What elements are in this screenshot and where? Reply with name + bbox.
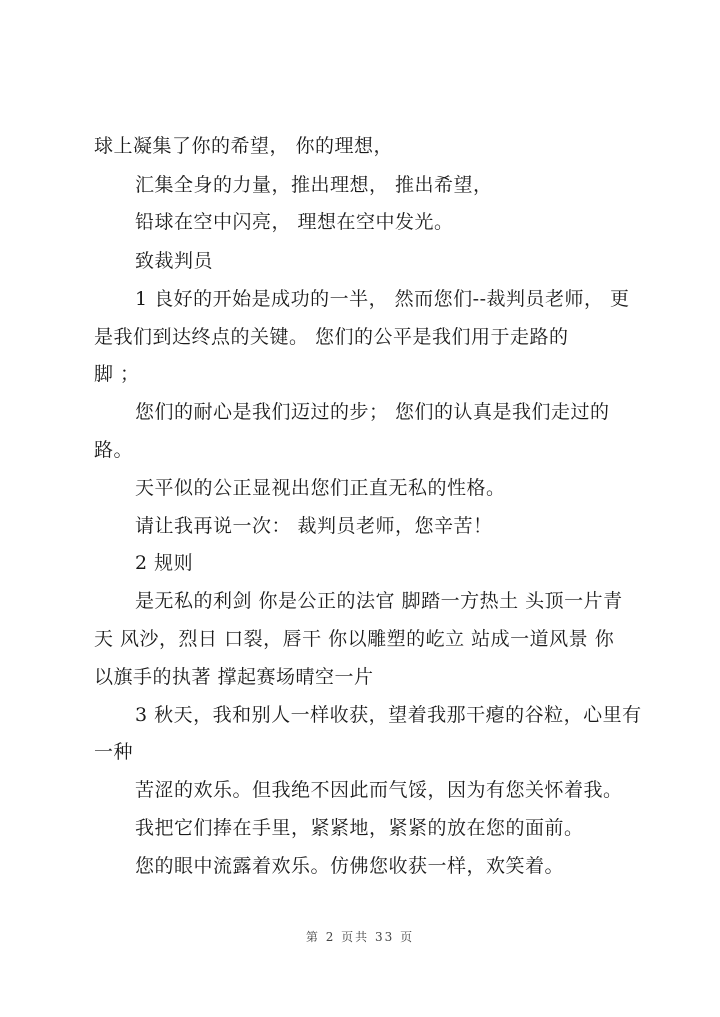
text-line-9: 路。 [94, 439, 134, 461]
text-line-8: 您们的耐心是我们迈过的步； 您们的认真是我们走过的 [135, 401, 610, 423]
text-line-18: 苦涩的欢乐。但我绝不因此而气馁，因为有您关怀着我。 [135, 779, 623, 801]
text-line-1: 球上凝集了你的希望， 你的理想， [94, 135, 394, 157]
text-line-3: 铅球在空中闪亮， 理想在空中发光。 [135, 211, 454, 233]
text-line-10: 天平似的公正显视出您们正直无私的性格。 [135, 477, 506, 499]
text-line-6: 是我们到达终点的关键。 您们的公平是我们用于走路的 [94, 326, 569, 348]
text-line-4: 致裁判员 [135, 250, 214, 272]
text-line-16: 3 秋天，我和别人一样收获，望着我那干瘪的谷粒，心里有 [135, 704, 642, 726]
text-line-5: 1 良好的开始是成功的一半， 然而您们--裁判员老师， 更 [135, 288, 630, 310]
text-line-17: 一种 [94, 741, 134, 763]
text-line-12: 2 规则 [135, 552, 194, 574]
page-number-footer: 第 2 页共 33 页 [305, 930, 415, 944]
text-line-15: 以旗手的执著 撑起赛场晴空一片 [94, 666, 374, 688]
text-line-14: 天 风沙，烈日 口裂，唇干 你以雕塑的屹立 站成一道风景 你 [94, 628, 615, 650]
text-line-20: 您的眼中流露着欢乐。仿佛您收获一样，欢笑着。 [135, 855, 565, 877]
text-line-7: 脚 ； [94, 363, 140, 385]
text-line-2: 汇集全身的力量，推出理想， 推出希望， [135, 174, 493, 196]
text-line-11: 请让我再说一次： 裁判员老师，您辛苦！ [135, 515, 493, 537]
text-line-13: 是无私的利剑 你是公正的法官 脚踏一方热土 头顶一片青 [135, 590, 623, 612]
text-line-19: 我把它们捧在手里，紧紧地，紧紧的放在您的面前。 [135, 817, 584, 839]
